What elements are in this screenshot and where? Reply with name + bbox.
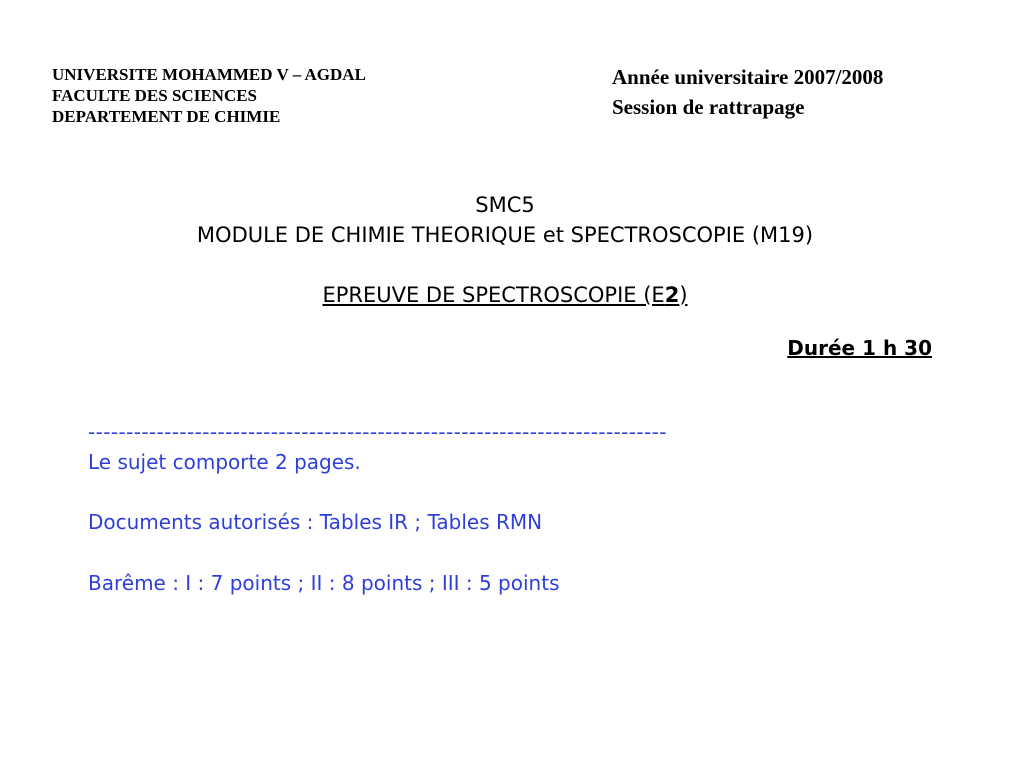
exam-title <box>0 280 1010 310</box>
exam-title-number: 2 <box>664 283 680 307</box>
academic-year: Année universitaire 2007/2008 <box>612 65 884 89</box>
course-code: SMC5 <box>475 193 535 217</box>
exam-title-underlined <box>322 283 687 307</box>
grading-note: Barême : I : 7 points ; II : 8 points ; III : 5 points <box>88 571 560 595</box>
faculty-name: FACULTE DES SCIENCES <box>52 86 258 105</box>
separator-line: ---------------------------------------------------------------------------- <box>88 420 667 444</box>
pages-note: Le sujet comporte 2 pages. <box>88 450 361 474</box>
course-title-block <box>0 190 1010 250</box>
module-title: MODULE DE CHIMIE THEORIQUE et SPECTROSCOPIE (M19) <box>196 223 814 247</box>
department-name: DEPARTEMENT DE CHIMIE <box>52 107 281 126</box>
university-name: UNIVERSITE MOHAMMED V – AGDAL <box>52 65 366 84</box>
exam-title-prefix: EPREUVE DE SPECTROSCOPIE (E <box>322 283 665 307</box>
exam-duration: Durée 1 h 30 <box>787 336 932 360</box>
exam-notes <box>88 420 667 597</box>
institution-header <box>52 64 366 127</box>
exam-title-suffix: ) <box>679 283 688 307</box>
session-info <box>612 62 883 122</box>
documents-note: Documents autorisés : Tables IR ; Tables RMN <box>88 510 543 534</box>
session-type: Session de rattrapage <box>612 95 805 119</box>
